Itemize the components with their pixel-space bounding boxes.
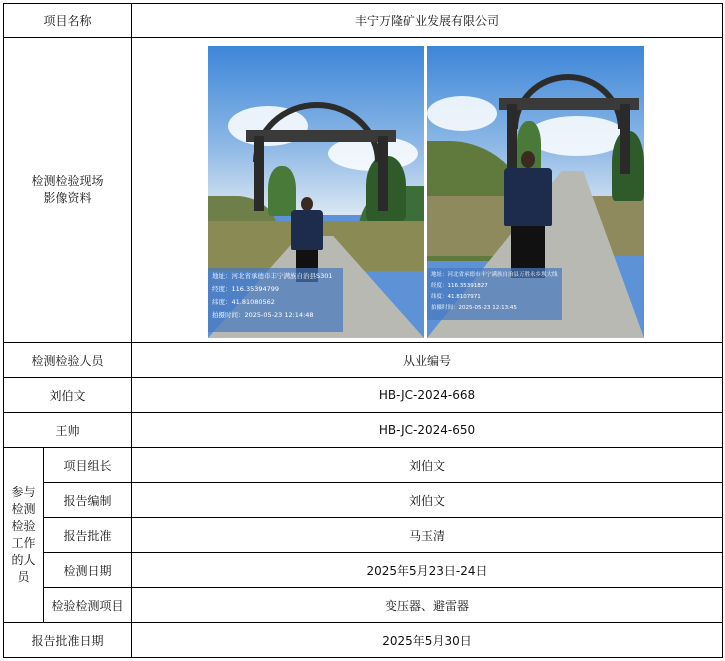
inspector-header-value: 从业编号 [402,353,451,368]
participants-group-text: 参与检测检验工作的人员 [11,485,36,584]
project-name-label: 项目名称 [43,14,92,28]
inspector-header-label: 检测检验人员 [31,353,104,368]
border-bottom [3,657,722,658]
person-body [504,168,552,226]
gate-beam [246,130,396,142]
site-photo-1 [208,46,424,338]
site-photo-2 [427,46,644,338]
watermark-address: 地址：河北省承德市丰宁满族自治县S301 [212,272,333,280]
tree [268,166,296,216]
participant-value: 2025年5月23日-24日 [366,563,488,578]
inspector-code: HB-JC-2024-650 [378,423,476,437]
gps-watermark-1 [208,268,343,332]
photos-label [4,38,131,342]
watermark-latitude: 纬度：41.81080562 [212,298,275,306]
approval-date-value: 2025年5月30日 [382,633,472,648]
border-right [722,3,723,658]
person-body [291,210,323,250]
gate-pillar [620,104,630,174]
participant-value: 刘伯文 [408,458,445,473]
watermark-time: 拍摄时间：2025-05-23 12:14:48 [212,311,314,319]
participants-group-label [4,448,43,622]
participant-value: 刘伯文 [408,493,445,508]
participant-label: 报告批准 [63,528,112,543]
watermark-latitude: 纬度：41.8107971 [431,294,481,300]
gate-pillar [254,136,264,211]
participant-value: 变压器、避雷器 [384,598,469,613]
gps-watermark-2 [427,268,562,320]
participant-label: 报告编制 [63,493,112,508]
photos-label-text: 检测检验现场影像资料 [31,174,104,205]
inspector-name: 王帅 [55,423,80,438]
participant-label: 检验检测项目 [51,598,124,613]
approval-date-label: 报告批准日期 [31,633,104,648]
watermark-time: 拍摄时间：2025-05-23 12:13:45 [431,305,517,311]
participant-label: 项目组长 [63,458,112,473]
participant-label: 检测日期 [63,563,112,578]
gate-pillar [378,136,388,211]
cloud [427,96,497,131]
inspector-code: HB-JC-2024-668 [378,388,476,402]
gate-pillar [507,104,517,174]
watermark-longitude: 经度：116.35394799 [212,285,280,293]
watermark-longitude: 经度：116.35391827 [431,283,488,289]
person-head [301,197,313,211]
person-head [521,151,535,168]
participant-value: 马玉清 [408,528,445,543]
gate-beam [499,98,639,110]
inspector-name: 刘伯文 [49,388,86,403]
watermark-address: 地址：河北省承德市丰宁满族自治县万胜永乡坝大线 [431,272,558,278]
project-name-value: 丰宁万隆矿业发展有限公司 [354,14,499,28]
